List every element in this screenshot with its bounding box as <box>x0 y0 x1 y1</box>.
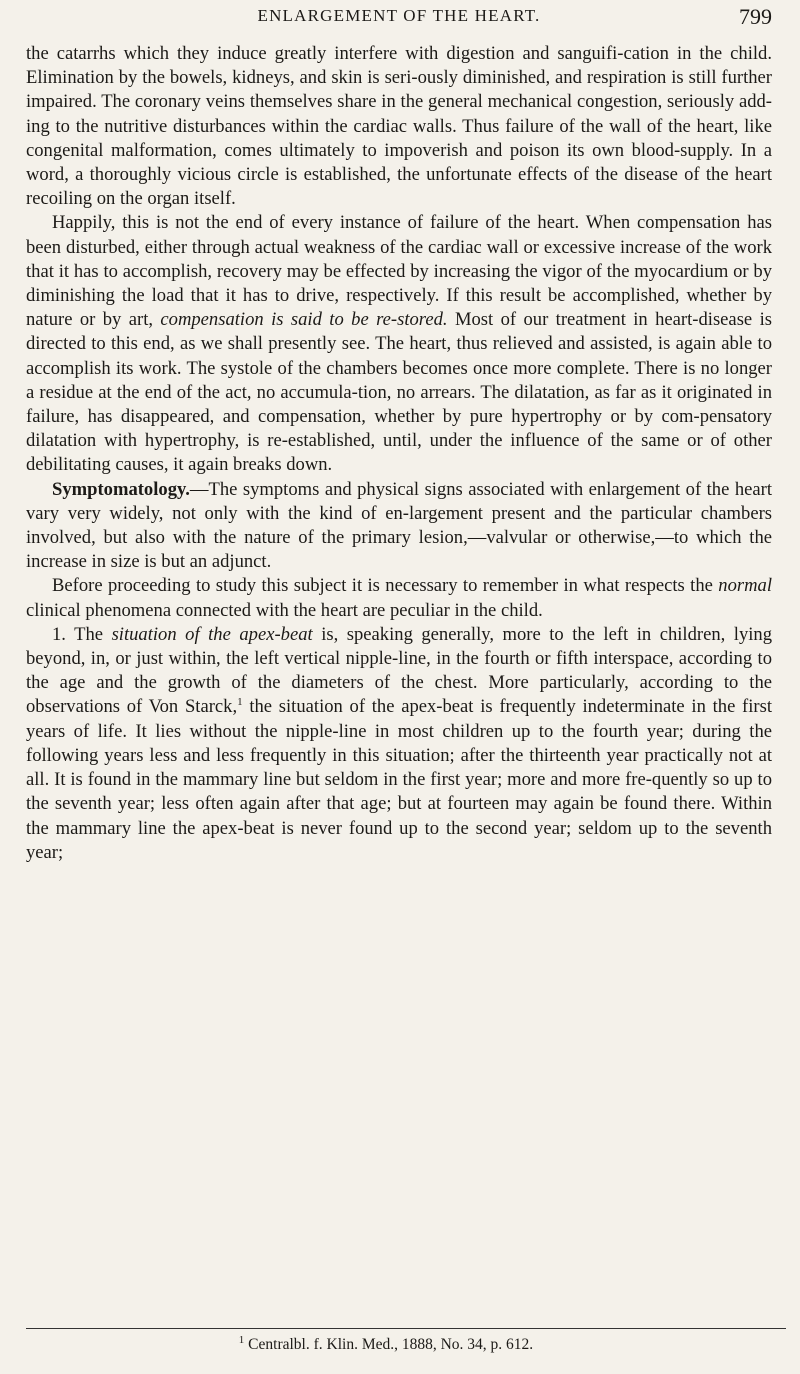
paragraph-compensation <box>26 211 772 477</box>
paragraph-text: the situation of the apex-beat is frequently indeterminate in the first years of life. It lies without the nipple-line in most children up to the fourth year; during the following years less and less frequently in this situation; after the thirteenth year practically not at all. It is found in the mammary line but seldom in the first year; more and more fre-quently so up to the seventh year; less often again after that age; but at fourteen may again be found there. Within the mammary line the apex-beat is never found up to the second year; seldom up to the seventh year; <box>26 696 772 863</box>
page-number: 799 <box>739 4 772 29</box>
page-header <box>26 4 772 34</box>
section-heading: Symptomatology. <box>52 478 190 500</box>
paragraph-text: the catarrhs which they induce greatly interfere with digestion and sanguifi-cation in the child. Elimination by the bowels, kidneys, and skin is seri-ously diminished, and respiration is still further impaired. The coronary veins themselves share in the general mechanical congestion, seriously add-ing to the nutritive disturbances within the cardiac walls. Thus failure of the wall of the heart, like congenital malformation, comes ultimately to impoverish and poison its own blood-supply. In a word, a thoroughly vicious circle is established, the unfortunate effects of the disease of the heart recoiling on the organ itself. <box>26 43 772 210</box>
paragraph-normal-phenomena <box>26 574 772 622</box>
paragraph-text: clinical phenomena connected with the heart are peculiar in the child. <box>26 599 543 621</box>
running-head: ENLARGEMENT OF THE HEART. <box>257 6 541 25</box>
footnote-text: Centralbl. f. Klin. Med., 1888, No. 34, p. 612. <box>244 1336 534 1353</box>
paragraph-apex-beat <box>26 623 772 865</box>
paragraph-text: Before proceeding to study this subject it is necessary to remember in what respects the <box>52 575 719 597</box>
paragraph-text: is, speaking generally, more to the left in children, lying beyond, in, or just within, the left vertical nipple-line, in the fourth or fifth interspace, according to the age and the growth of the diameters of the chest. More particularly, according to the observations of Von Starck, <box>26 623 773 718</box>
footnote <box>0 1333 772 1354</box>
body-text <box>26 42 772 865</box>
paragraph-text: —The symptoms and physical signs associated with enlargement of the heart vary very widely, not only with the kind of en-largement present and the particular chambers involved, but also with the nature of the primary lesion,—valvular or otherwise,—to which the increase in size is but an adjunct. <box>26 478 772 573</box>
paragraph-symptomatology <box>26 478 772 575</box>
paragraph-continuation <box>26 42 772 211</box>
paragraph-text: Most of our treatment in heart-disease is directed to this end, as we shall presently see. The heart, thus relieved and assisted, is again able to accomplish its work. The systole of the chambers becomes once more complete. There is no longer a residue at the end of the act, no accumula-tion, no arrears. The dilatation, as far as it originated in failure, has disappeared, and compensation, whether by pure hypertrophy or by com-pensatory dilatation with hypertrophy, is re-established, until, under the influence of the same or of other debilitating causes, it again breaks down. <box>26 309 772 476</box>
italic-phrase: compensation is said to be re-stored. <box>160 309 448 331</box>
footnote-reference[interactable]: 1 <box>237 696 243 709</box>
italic-word: normal <box>718 575 772 597</box>
paragraph-text: 1. The <box>52 623 112 645</box>
italic-phrase: situation of the apex-beat <box>111 623 313 645</box>
paragraph-text: Happily, this is not the end of every instance of failure of the heart. When compensation has been disturbed, either through actual weakness of the cardiac wall or excessive increase of the work that it has to accomplish, recovery may be effected by increasing the vigor of the myocardium or by diminishing the load that it has to drive, respectively. If this result be accomplished, whether by nature or by art, <box>26 212 772 331</box>
footnote-marker: 1 <box>238 1333 245 1346</box>
footnote-divider <box>26 1328 786 1329</box>
